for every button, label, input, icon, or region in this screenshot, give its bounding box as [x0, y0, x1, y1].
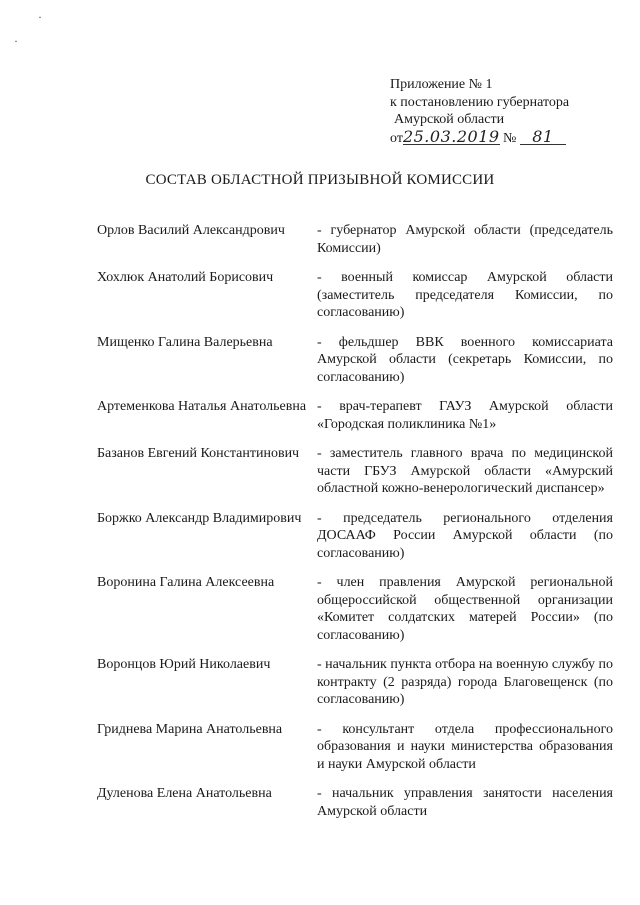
- member-role: - губернатор Амурской области (председатель Комиссии): [317, 223, 613, 256]
- member-name: Орлов Василий Александрович: [97, 223, 285, 238]
- document-title: СОСТАВ ОБЛАСТНОЙ ПРИЗЫВНОЙ КОМИССИИ: [145, 172, 495, 188]
- member-name: Гриднева Марина Анатольевна: [97, 721, 283, 737]
- member-role: - военный комиссар Амурской области (заместитель председателя Комиссии, по согласованию): [317, 270, 613, 320]
- member-row: [97, 510, 611, 563]
- member-name: Хохлюк Анатолий Борисович: [97, 270, 274, 285]
- appendix-block: [390, 76, 620, 147]
- member-row: [97, 656, 611, 709]
- scan-speck-mark: ·: [14, 34, 18, 48]
- member-name: Воронцов Юрий Николаевич: [97, 657, 271, 672]
- handwritten-number: 81: [520, 129, 566, 145]
- member-row: [97, 222, 611, 257]
- member-name: Артеменкова Наталья Анатольевна: [97, 399, 307, 414]
- member-role: - председатель регионального отделения ДОСААФ России Амурской области (по согласованию): [317, 510, 613, 561]
- member-name: Мищенко Галина Валерьевна: [97, 334, 273, 350]
- member-role: - член правления Амурской региональной общероссийской общественной организации «Комитет солдатских матерей России» (по согласованию): [317, 575, 613, 643]
- number-label: №: [503, 130, 517, 146]
- member-name: Воронина Галина Алексеевна: [97, 575, 275, 590]
- member-role: - консультант отдела профессионального образования и науки министерства образования и науки Амурской области: [317, 721, 613, 772]
- member-role: - заместитель главного врача по медицинской части ГБУЗ Амурской области «Амурский областной кожно-венерологический диспансер»: [317, 446, 613, 496]
- member-row: [97, 334, 611, 387]
- member-row: [97, 445, 611, 498]
- member-row: [97, 398, 611, 433]
- member-row: [97, 574, 611, 644]
- commission-member-list: [97, 222, 611, 820]
- member-role: - начальник управления занятости населения Амурской области: [317, 786, 613, 819]
- member-name: Боржко Александр Владимирович: [97, 510, 302, 526]
- member-role: - начальник пункта отбора на военную службу по контракту (2 разряда) города Благовещенск (по согласованию): [317, 657, 613, 707]
- member-name: Базанов Евгений Константинович: [97, 446, 300, 461]
- date-prefix: от: [390, 130, 403, 146]
- member-row: [97, 269, 611, 322]
- member-role: - врач-терапевт ГАУЗ Амурской области «Городская поликлиника №1»: [317, 399, 613, 432]
- member-row: [97, 721, 611, 774]
- appendix-date-line: [390, 126, 620, 148]
- appendix-region: Амурской области: [394, 112, 505, 127]
- appendix-number: Приложение № 1: [390, 77, 493, 92]
- appendix-reference: к постановлению губернатора: [390, 94, 570, 110]
- member-role: - фельдшер ВВК военного комиссариата Амурской области (секретарь Комиссии, по согласованию): [317, 334, 613, 385]
- member-name: Дуленова Елена Анатольевна: [97, 786, 272, 801]
- handwritten-date: 25.03.2019: [402, 126, 500, 146]
- member-row: [97, 785, 611, 820]
- scan-speck-mark: ·: [38, 10, 42, 24]
